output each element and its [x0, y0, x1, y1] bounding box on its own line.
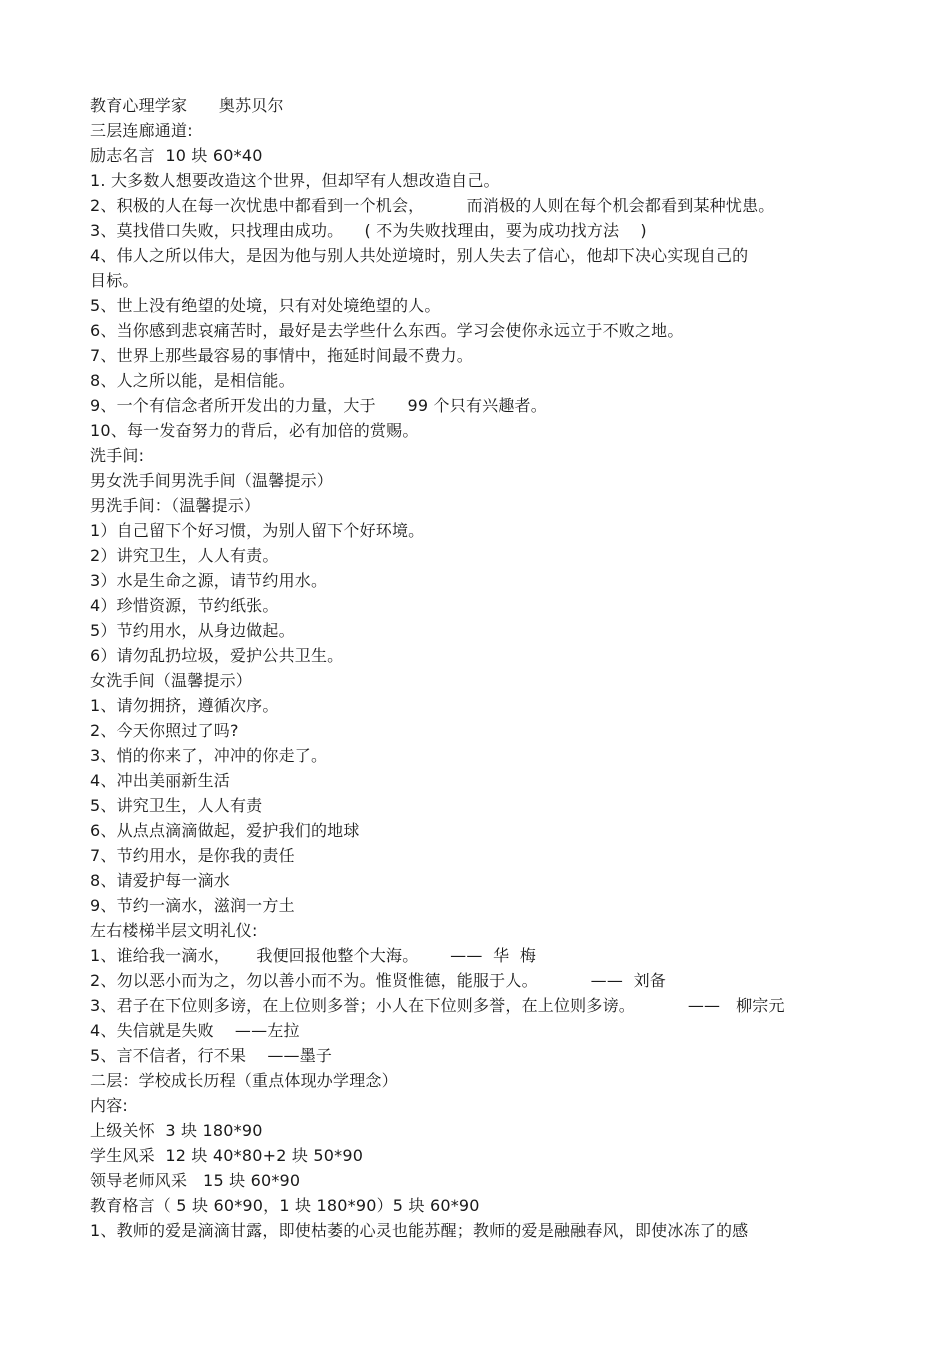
text-line: 4、冲出美丽新生活: [90, 771, 230, 790]
text-line: 学生风采 12 块 40*80+2 块 50*90: [90, 1146, 364, 1165]
text-line: 10、每一发奋努力的背后，必有加倍的赏赐。: [90, 421, 419, 440]
text-line: 8、人之所以能，是相信能。: [90, 371, 295, 390]
text-line: 目标。: [90, 271, 139, 290]
text-line: 6、当你感到悲哀痛苦时，最好是去学些什么东西。学习会使你永远立于不败之地。: [90, 321, 684, 340]
text-line: 6）请勿乱扔垃圾，爱护公共卫生。: [90, 646, 344, 665]
subsection-heading: 男女洗手间男洗手间（温馨提示）: [90, 471, 334, 490]
text-line: 5）节约用水，从身边做起。: [90, 621, 295, 640]
text-line: 5、世上没有绝望的处境，只有对处境绝望的人。: [90, 296, 441, 315]
text-line: 3）水是生命之源，请节约用水。: [90, 571, 328, 590]
text-line: 4、失信就是失败 ——左拉: [90, 1021, 300, 1040]
subsection-heading: 男洗手间：（温馨提示）: [90, 496, 261, 515]
text-line: 2、勿以恶小而为之，勿以善小而不为。惟贤惟德，能服于人。 —— 刘备: [90, 971, 667, 990]
subsection-heading: 内容:: [90, 1096, 128, 1115]
text-line: 教育格言（ 5 块 60*90，1 块 180*90）5 块 60*90: [90, 1196, 480, 1215]
text-line: 2）讲究卫生，人人有责。: [90, 546, 279, 565]
text-line: 3、莫找借口失败，只找理由成功。 ( 不为失败找理由，要为成功找方法 ): [90, 221, 647, 240]
text-line: 2、今天你照过了吗?: [90, 721, 239, 740]
section-heading: 左右楼梯半层文明礼仪:: [90, 921, 258, 940]
text-line: 1、谁给我一滴水， 我便回报他整个大海。 —— 华 梅: [90, 946, 537, 965]
text-line: 3、悄的你来了，冲冲的你走了。: [90, 746, 328, 765]
text-line: 5、讲究卫生，人人有责: [90, 796, 263, 815]
section-heading: 二层：学校成长历程（重点体现办学理念）: [90, 1071, 398, 1090]
text-line: 9、一个有信念者所开发出的力量，大于 99 个只有兴趣者。: [90, 396, 547, 415]
text-line: 8、请爱护每一滴水: [90, 871, 230, 890]
subsection-heading: 励志名言 10 块 60*40: [90, 146, 263, 165]
text-line: 1. 大多数人想要改造这个世界，但却罕有人想改造自己。: [90, 171, 500, 190]
text-line: 3、君子在下位则多谤，在上位则多誉；小人在下位则多誉，在上位则多谤。 —— 柳宗元: [90, 996, 785, 1015]
text-line: 6、从点点滴滴做起，爱护我们的地球: [90, 821, 360, 840]
text-line: 5、言不信者，行不果 ——墨子: [90, 1046, 333, 1065]
section-heading: 洗手间:: [90, 446, 145, 465]
subsection-heading: 女洗手间（温馨提示）: [90, 671, 253, 690]
text-line: 7、世界上那些最容易的事情中，拖延时间最不费力。: [90, 346, 473, 365]
section-heading: 三层连廊通道:: [90, 121, 193, 140]
document-body: [90, 93, 870, 1243]
text-line: 1）自己留下个好习惯，为别人留下个好环境。: [90, 521, 425, 540]
text-line: 4）珍惜资源，节约纸张。: [90, 596, 279, 615]
text-line: 9、节约一滴水，滋润一方土: [90, 896, 295, 915]
text-line: 1、请勿拥挤，遵循次序。: [90, 696, 279, 715]
text-line: 2、积极的人在每一次忧患中都看到一个机会， 而消极的人则在每个机会都看到某种忧患。: [90, 196, 775, 215]
text-line: 上级关怀 3 块 180*90: [90, 1121, 263, 1140]
text-line: 4、伟人之所以伟大，是因为他与别人共处逆境时，别人失去了信心，他却下决心实现自己的: [90, 246, 749, 265]
text-line: 领导老师风采 15 块 60*90: [90, 1171, 301, 1190]
text-line: 7、节约用水，是你我的责任: [90, 846, 295, 865]
document-title-line: 教育心理学家 奥苏贝尔: [90, 96, 284, 115]
text-line: 1、教师的爱是滴滴甘露，即使枯萎的心灵也能苏醒；教师的爱是融融春风，即使冰冻了的感: [90, 1221, 749, 1240]
